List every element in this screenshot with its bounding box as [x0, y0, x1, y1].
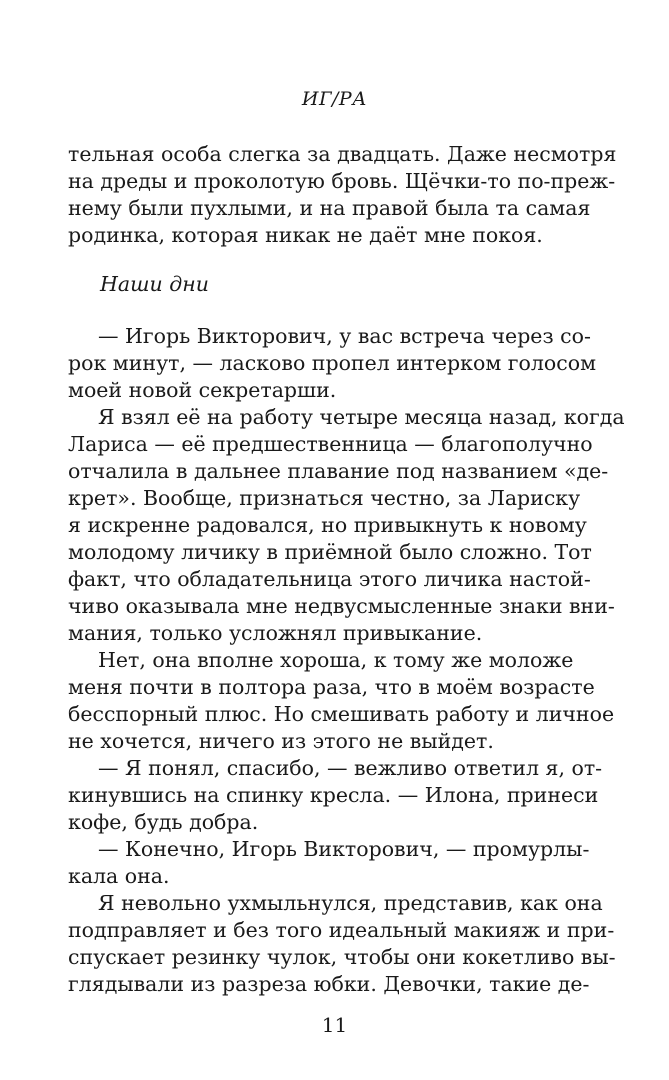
text-line: — Я понял, спасибо, — вежливо ответил я, от-: [98, 756, 603, 780]
text-line: крет». Вообще, признаться честно, за Лариску: [68, 486, 581, 510]
text-line: — Игорь Викторович, у вас встреча через со-: [98, 324, 591, 348]
text-line: моей новой секретарши.: [68, 378, 337, 402]
text-line: — Конечно, Игорь Викторович, — промурлы-: [98, 837, 590, 861]
text-line: мания, только усложнял привыкание.: [68, 621, 483, 645]
text-line: отчалила в дальнее плавание под названием «де-: [68, 459, 609, 483]
text-line: тельная особа слегка за двадцать. Даже несмотря: [68, 142, 617, 166]
text-line: нему были пухлыми, и на правой была та самая: [68, 196, 591, 220]
text-line: бесспорный плюс. Но смешивать работу и личное: [68, 702, 615, 726]
section-title: Наши дни: [100, 272, 209, 296]
text-line: я искренне радовался, но привыкнуть к новому: [68, 513, 587, 537]
text-line: молодому личику в приёмной было сложно. Тот: [68, 540, 592, 564]
text-line: меня почти в полтора раза, что в моём возрасте: [68, 675, 595, 699]
text-line: не хочется, ничего из этого не выйдет.: [68, 729, 494, 753]
text-line: факт, что обладательница этого личика настой-: [68, 567, 591, 591]
text-line: Нет, она вполне хороша, к тому же моложе: [98, 648, 574, 672]
text-line: Я взял её на работу четыре месяца назад, когда: [98, 405, 625, 429]
text-line: чиво оказывала мне недвусмысленные знаки вни-: [68, 594, 615, 618]
text-line: родинка, которая никак не даёт мне покоя.: [68, 223, 543, 247]
text-line: спускает резинку чулок, чтобы они кокетливо вы-: [68, 945, 616, 969]
text-line: на дреды и проколотую бровь. Щёчки-то по-преж-: [68, 169, 616, 193]
running-head: ИГ/РА: [301, 88, 368, 110]
text-line: подправляет и без того идеальный макияж и при-: [68, 918, 615, 942]
text-line: кала она.: [68, 864, 170, 888]
text-line: Я невольно ухмыльнулся, представив, как она: [98, 891, 603, 915]
text-line: кинувшись на спинку кресла. — Илона, принеси: [68, 783, 599, 807]
text-line: рок минут, — ласково пропел интерком голосом: [68, 351, 597, 375]
text-line: кофе, будь добра.: [68, 810, 259, 834]
text-line: Лариса — её предшественница — благополучно: [68, 432, 593, 456]
page-number: 11: [321, 1013, 348, 1037]
text-line: глядывали из разреза юбки. Девочки, такие де-: [68, 972, 590, 996]
